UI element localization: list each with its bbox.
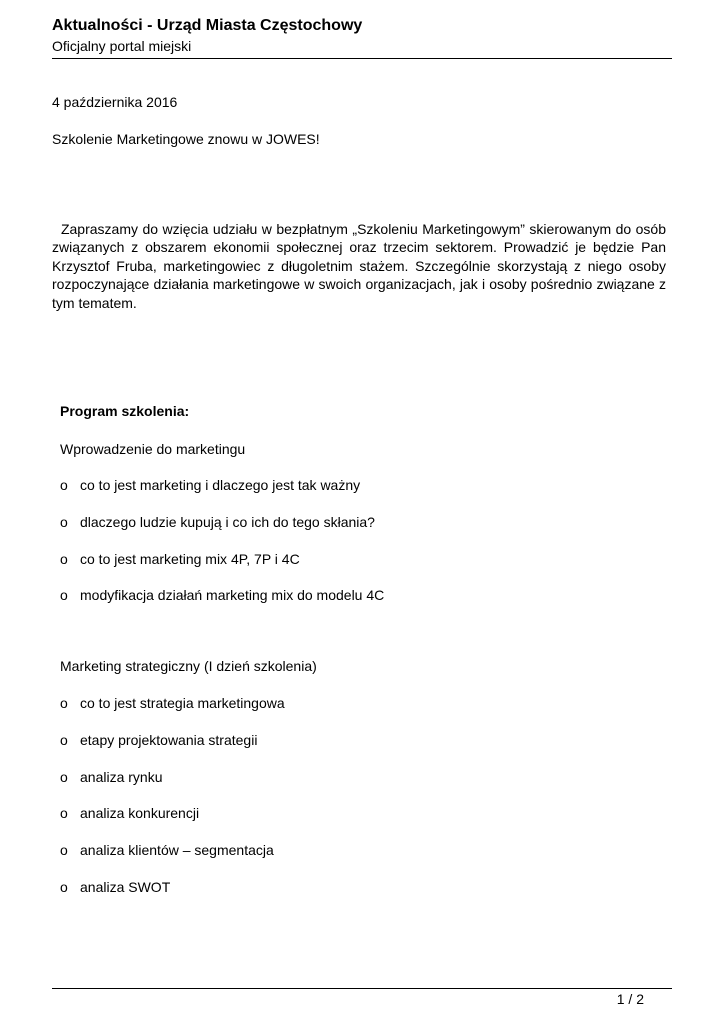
- article-title: Szkolenie Marketingowe znowu w JOWES!: [52, 131, 320, 147]
- list-item: [60, 694, 285, 731]
- bullet-icon: o: [60, 768, 68, 785]
- page-header: [52, 16, 672, 56]
- bullet-icon: o: [60, 550, 68, 567]
- site-subtitle: Oficjalny portal miejski: [52, 38, 192, 54]
- bullet-icon: o: [60, 805, 68, 822]
- list-item: [60, 586, 384, 623]
- page-number: 1 / 2: [616, 991, 644, 1007]
- list-item: [60, 513, 384, 550]
- bullet-icon: o: [60, 587, 68, 604]
- list-item-text: dlaczego ludzie kupują i co ich do tego skłania?: [80, 513, 375, 530]
- list-item-text: analiza klientów – segmentacja: [80, 842, 274, 859]
- footer-divider: [52, 988, 672, 989]
- list-item: [60, 731, 285, 768]
- bullet-icon: o: [60, 513, 68, 530]
- list-item-text: analiza konkurencji: [80, 805, 200, 822]
- list-item-text: analiza SWOT: [80, 878, 171, 895]
- list-item-text: modyfikacja działań marketing mix do modelu 4C: [80, 587, 385, 604]
- bullet-icon: o: [60, 842, 68, 859]
- program-heading: Program szkolenia:: [60, 403, 190, 419]
- article-date: 4 października 2016: [52, 94, 178, 110]
- list-item: [60, 768, 285, 805]
- section-label-intro: Wprowadzenie do marketingu: [60, 441, 246, 457]
- list-item-text: co to jest strategia marketingowa: [80, 695, 285, 711]
- bullet-icon: o: [60, 477, 68, 493]
- list-item-text: etapy projektowania strategii: [80, 731, 258, 748]
- section-label-strategic: Marketing strategiczny (I dzień szkolenia): [60, 658, 317, 674]
- site-title: Aktualności - Urząd Miasta Częstochowy: [52, 17, 363, 34]
- list-item: [60, 804, 285, 841]
- list-item: [60, 550, 384, 587]
- header-divider: [52, 58, 672, 59]
- bullet-icon: o: [60, 878, 68, 895]
- article-intro: Zapraszamy do wzięcia udziału w bezpłatnym „Szkoleniu Marketingowym” skierowanym do osób związanych z obszarem ekonomii społecznej oraz trzecim sektorem. Prowadzić je będzie Pan Krzysztof Fruba, marketingowiec z długoletnim stażem. Szczególnie skorzystają z niego osoby rozpoczynające działania marketingowe w swoich organizacjach, jak i osoby pośrednio związane z tym tematem.: [52, 221, 670, 311]
- list-item: [60, 841, 285, 878]
- section-list-intro: [60, 476, 384, 623]
- bullet-icon: o: [60, 731, 68, 748]
- list-item-text: co to jest marketing mix 4P, 7P i 4C: [80, 550, 300, 567]
- bullet-icon: o: [60, 695, 68, 711]
- list-item-text: co to jest marketing i dlaczego jest tak ważny: [80, 477, 361, 493]
- section-list-strategic: [60, 694, 285, 915]
- list-item: [60, 878, 285, 915]
- list-item: [60, 476, 384, 513]
- list-item-text: analiza rynku: [80, 768, 163, 785]
